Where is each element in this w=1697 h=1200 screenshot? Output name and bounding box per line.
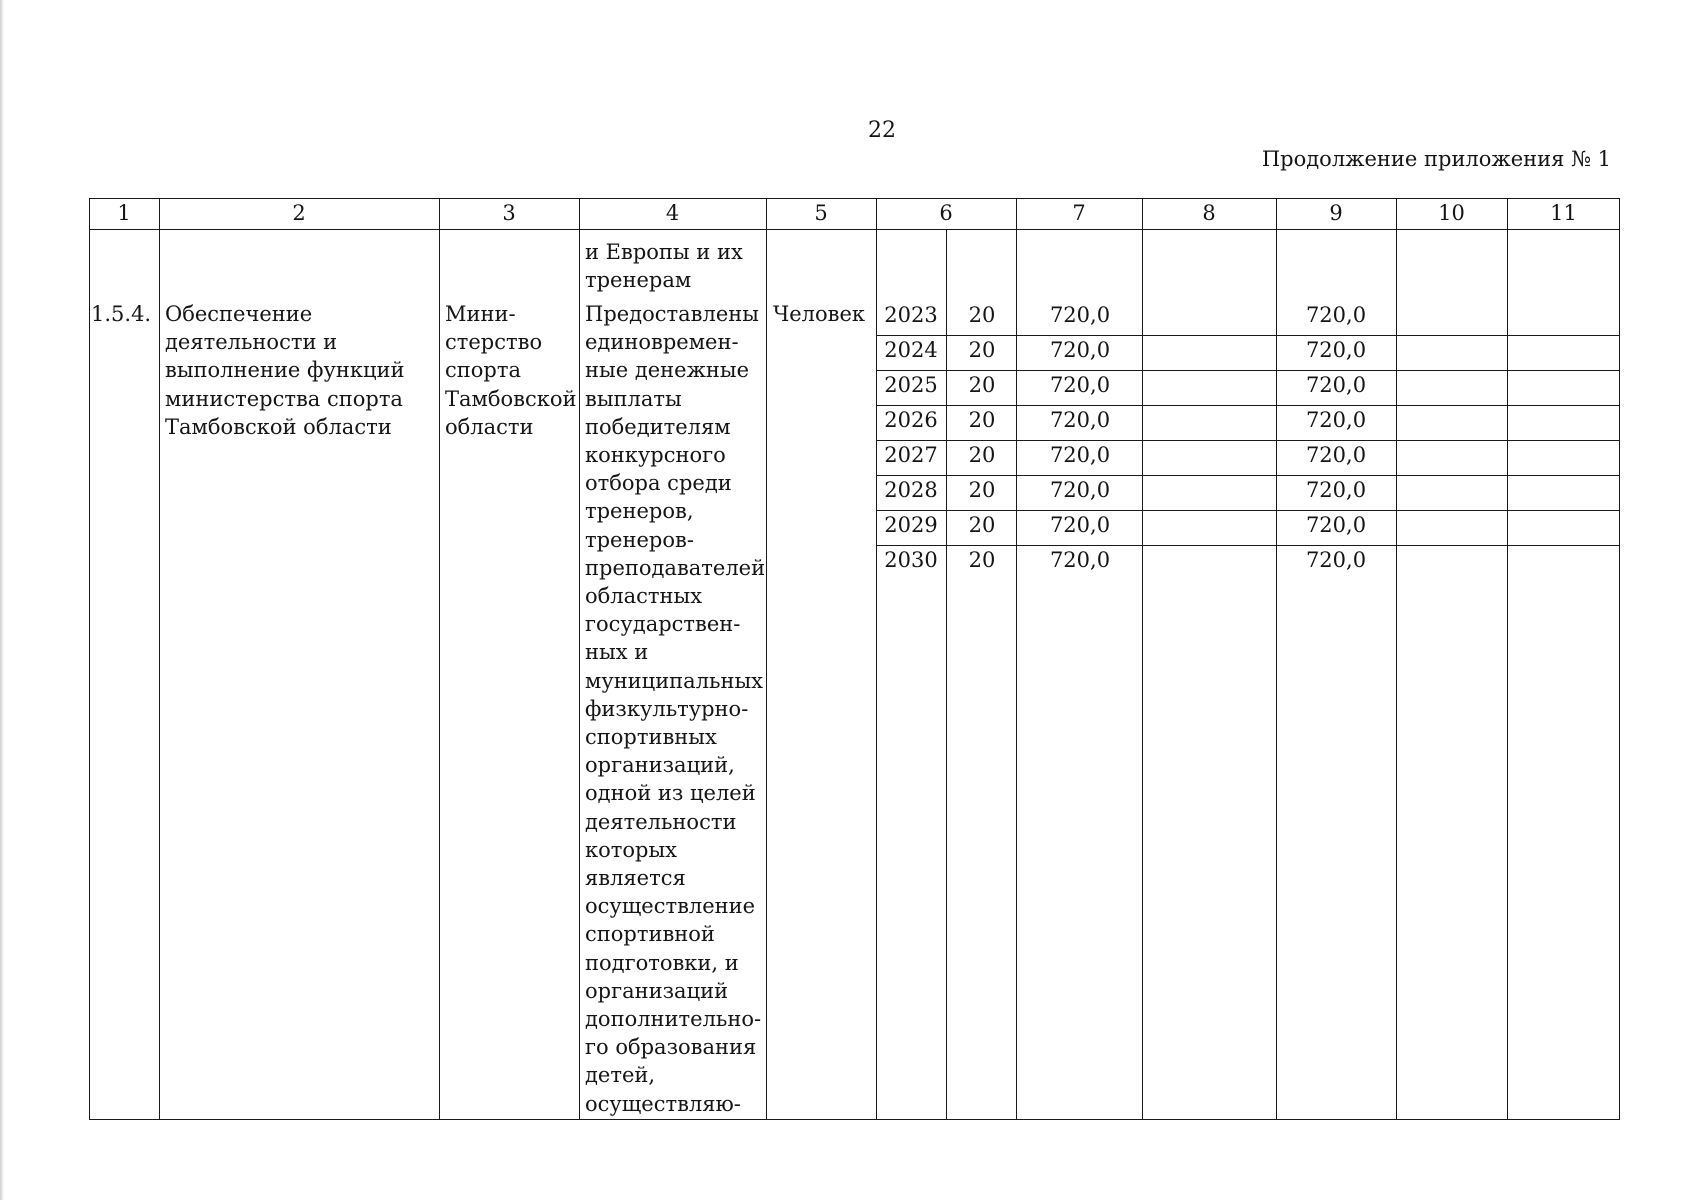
year-cell: 2025 xyxy=(884,373,938,397)
measure-line: Обеспечение xyxy=(165,302,313,326)
result-line: выплаты xyxy=(585,386,682,411)
result-line: тренеров- xyxy=(585,527,694,552)
scan-edge xyxy=(0,0,4,1200)
result-line: единовремен- xyxy=(585,330,739,355)
measure-line: выполнение функций xyxy=(165,358,405,383)
column-header: 2 xyxy=(292,201,306,225)
result-line: преподавателей xyxy=(585,555,766,580)
column-divider xyxy=(579,198,580,1120)
result-line: спортивной xyxy=(585,922,715,947)
result-line: спортивных xyxy=(585,725,717,750)
year-cell: 2024 xyxy=(884,338,938,362)
column-divider xyxy=(1142,198,1143,1120)
result-line: является xyxy=(585,866,686,891)
column-divider xyxy=(766,198,767,1120)
result-line: осуществление xyxy=(585,894,756,919)
result-line: областных xyxy=(585,584,703,609)
executor xyxy=(445,300,577,441)
column-header: 4 xyxy=(665,201,680,225)
result-line: муниципальных xyxy=(585,668,764,693)
result-description xyxy=(585,300,765,1118)
page-number: 22 xyxy=(868,118,896,143)
column-header: 11 xyxy=(1550,201,1577,225)
column-divider xyxy=(439,198,440,1120)
quantity-cell: 20 xyxy=(968,338,996,362)
quantity-cell: 20 xyxy=(968,373,996,397)
column-9-amount-cell: 720,0 xyxy=(1305,478,1367,502)
result-line: тренеров, xyxy=(585,499,694,524)
carryover-text xyxy=(585,238,743,294)
column-header: 1 xyxy=(117,201,131,225)
total-amount-cell: 720,0 xyxy=(1049,548,1111,572)
result-line: ные денежные xyxy=(585,358,750,383)
result-line: организаций xyxy=(585,978,729,1003)
result-line: подготовки, и xyxy=(585,950,739,975)
header-divider xyxy=(89,229,1620,230)
measure-line: министерства спорта xyxy=(165,386,403,411)
column-divider xyxy=(1396,198,1397,1120)
total-amount-cell: 720,0 xyxy=(1049,478,1111,502)
executor-line: Мини- xyxy=(445,302,516,326)
year-cell: 2029 xyxy=(884,513,938,537)
column-header: 7 xyxy=(1072,201,1086,225)
column-9-amount-cell: 720,0 xyxy=(1305,338,1367,362)
column-header: 8 xyxy=(1202,201,1216,225)
carryover-line: и Европы и их xyxy=(585,240,743,264)
result-line: ных и xyxy=(585,640,649,665)
unit: Человек xyxy=(773,302,866,326)
result-line: осуществляю- xyxy=(585,1091,741,1116)
measure-name xyxy=(165,300,404,441)
quantity-cell: 20 xyxy=(968,303,996,327)
carryover-line: тренерам xyxy=(585,268,692,293)
result-line: го образования xyxy=(585,1035,757,1060)
measure-line: деятельности и xyxy=(165,330,338,355)
column-9-amount-cell: 720,0 xyxy=(1305,513,1367,537)
year-cell: 2027 xyxy=(884,443,938,467)
total-amount-cell: 720,0 xyxy=(1049,373,1111,397)
executor-line: области xyxy=(445,414,534,439)
total-amount-cell: 720,0 xyxy=(1049,338,1111,362)
column-9-amount-cell: 720,0 xyxy=(1305,303,1367,327)
data-table xyxy=(89,198,1620,1120)
total-amount-cell: 720,0 xyxy=(1049,443,1111,467)
year-cell: 2023 xyxy=(884,303,938,327)
column-9-amount-cell: 720,0 xyxy=(1305,443,1367,467)
result-line: победителям xyxy=(585,414,731,439)
result-line: дополнительно- xyxy=(585,1007,762,1032)
column-header: 3 xyxy=(502,201,516,225)
total-amount-cell: 720,0 xyxy=(1049,408,1111,432)
total-amount-cell: 720,0 xyxy=(1049,513,1111,537)
column-header: 5 xyxy=(814,201,828,225)
year-cell: 2030 xyxy=(884,548,938,572)
result-line: физкультурно- xyxy=(585,696,749,721)
year-cell: 2028 xyxy=(884,478,938,502)
total-amount-cell: 720,0 xyxy=(1049,303,1111,327)
result-line: организаций, xyxy=(585,753,735,778)
result-line: детей, xyxy=(585,1063,656,1088)
appendix-continuation-note: Продолжение приложения № 1 xyxy=(1261,147,1611,171)
executor-line: стерство xyxy=(445,330,543,355)
column-header: 10 xyxy=(1438,201,1465,225)
column-header: 9 xyxy=(1329,201,1343,225)
year-cell: 2026 xyxy=(884,408,938,432)
result-line: конкурсного xyxy=(585,443,726,468)
column-9-amount-cell: 720,0 xyxy=(1305,548,1367,572)
result-line: одной из целей xyxy=(585,781,756,806)
result-line: Предоставлены xyxy=(585,302,759,326)
column-header: 6 xyxy=(939,201,953,225)
column-divider xyxy=(1507,198,1508,1120)
column-6-subdivider xyxy=(946,229,947,1120)
quantity-cell: 20 xyxy=(968,478,996,502)
quantity-cell: 20 xyxy=(968,513,996,537)
column-divider xyxy=(159,198,160,1120)
column-9-amount-cell: 720,0 xyxy=(1305,408,1367,432)
column-9-amount-cell: 720,0 xyxy=(1305,373,1367,397)
quantity-cell: 20 xyxy=(968,443,996,467)
row-number: 1.5.4. xyxy=(91,302,152,326)
executor-line: Тамбовской xyxy=(445,386,577,411)
measure-line: Тамбовской области xyxy=(165,414,392,439)
result-line: деятельности xyxy=(585,809,737,834)
result-line: которых xyxy=(585,837,678,862)
quantity-cell: 20 xyxy=(968,408,996,432)
quantity-cell: 20 xyxy=(968,548,996,572)
result-line: государствен- xyxy=(585,612,741,637)
executor-line: спорта xyxy=(445,358,521,383)
column-divider xyxy=(1016,198,1017,1120)
result-line: отбора среди xyxy=(585,471,732,496)
